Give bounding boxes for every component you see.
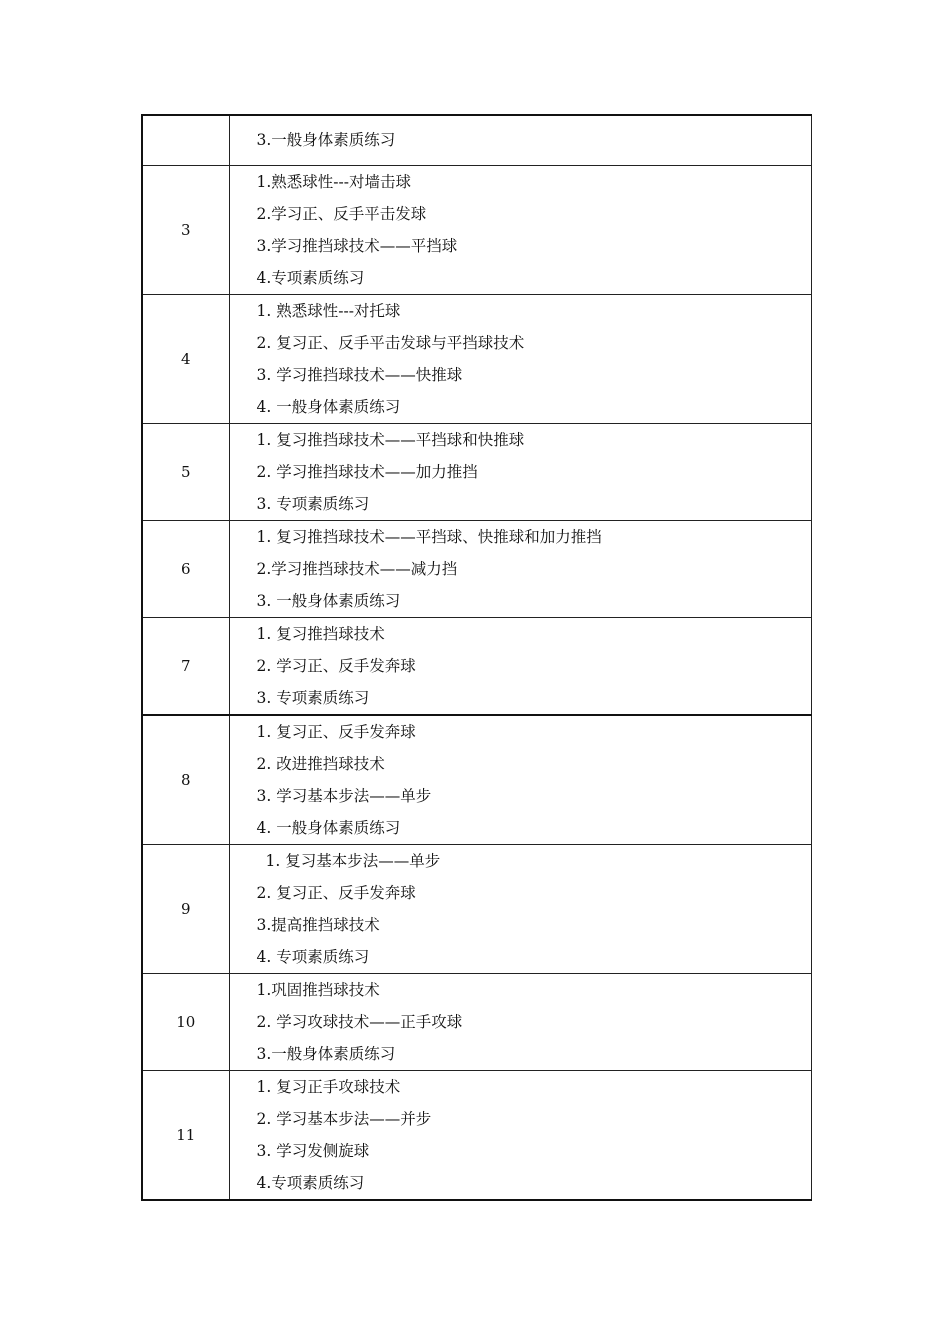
content-cell <box>229 423 811 520</box>
table-row <box>142 715 811 845</box>
content-cell <box>229 844 811 973</box>
list-item: 4. 一般身体素质练习 <box>256 397 401 416</box>
list-item: 3.提高推挡球技术 <box>256 915 380 934</box>
table-row <box>142 520 811 617</box>
content-cell <box>229 715 811 845</box>
list-item: 4. 专项素质练习 <box>256 947 370 966</box>
week-cell <box>142 115 229 165</box>
list-item: 3. 学习推挡球技术——快推球 <box>256 365 463 384</box>
week-cell: 4 <box>142 294 229 423</box>
list-item: 1. 复习推挡球技术 <box>256 624 385 643</box>
table-row <box>142 973 811 1070</box>
list-item: 2. 改进推挡球技术 <box>256 754 385 773</box>
week-cell: 9 <box>142 844 229 973</box>
table-row <box>142 617 811 715</box>
list-item: 1. 复习基本步法——单步 <box>265 851 441 870</box>
list-item: 1. 复习推挡球技术——平挡球、快推球和加力推挡 <box>256 527 602 546</box>
week-cell: 7 <box>142 617 229 715</box>
table-row <box>142 844 811 973</box>
list-item: 2. 学习攻球技术——正手攻球 <box>256 1012 463 1031</box>
list-item: 1. 复习正手攻球技术 <box>256 1077 401 1096</box>
week-cell: 3 <box>142 165 229 294</box>
list-item: 1. 复习正、反手发奔球 <box>256 722 416 741</box>
list-item: 3.一般身体素质练习 <box>256 131 396 150</box>
list-item: 1. 复习推挡球技术——平挡球和快推球 <box>256 430 525 449</box>
content-cell <box>229 520 811 617</box>
list-item: 2.学习正、反手平击发球 <box>256 204 427 223</box>
week-cell: 10 <box>142 973 229 1070</box>
table-row <box>142 1070 811 1200</box>
list-item: 2. 复习正、反手发奔球 <box>256 883 416 902</box>
list-item: 1.巩固推挡球技术 <box>256 980 380 999</box>
week-cell: 8 <box>142 715 229 845</box>
content-cell <box>229 1070 811 1200</box>
list-item: 1.熟悉球性---对墙击球 <box>256 172 412 191</box>
list-item: 3.一般身体素质练习 <box>256 1044 396 1063</box>
list-item: 4.专项素质练习 <box>256 268 365 287</box>
list-item: 2. 学习推挡球技术——加力推挡 <box>256 462 478 481</box>
content-cell <box>229 115 811 165</box>
content-cell <box>229 165 811 294</box>
content-cell <box>229 617 811 715</box>
list-item: 3. 专项素质练习 <box>256 688 370 707</box>
list-item: 3. 学习发侧旋球 <box>256 1141 370 1160</box>
list-item: 3.学习推挡球技术——平挡球 <box>256 236 458 255</box>
teaching-plan-table <box>141 114 812 1201</box>
list-item: 4. 一般身体素质练习 <box>256 818 401 837</box>
table-row <box>142 294 811 423</box>
content-cell <box>229 294 811 423</box>
list-item: 3. 学习基本步法——单步 <box>256 786 432 805</box>
week-cell: 6 <box>142 520 229 617</box>
list-item: 2. 复习正、反手平击发球与平挡球技术 <box>256 333 525 352</box>
table-row <box>142 423 811 520</box>
week-cell: 5 <box>142 423 229 520</box>
list-item: 3. 专项素质练习 <box>256 494 370 513</box>
list-item: 2.学习推挡球技术——减力挡 <box>256 559 458 578</box>
week-cell: 11 <box>142 1070 229 1200</box>
content-cell <box>229 973 811 1070</box>
list-item: 3. 一般身体素质练习 <box>256 591 401 610</box>
table-row <box>142 165 811 294</box>
list-item: 2. 学习正、反手发奔球 <box>256 656 416 675</box>
list-item: 1. 熟悉球性---对托球 <box>256 301 401 320</box>
list-item: 4.专项素质练习 <box>256 1173 365 1192</box>
list-item: 2. 学习基本步法——并步 <box>256 1109 432 1128</box>
table-row <box>142 115 811 165</box>
